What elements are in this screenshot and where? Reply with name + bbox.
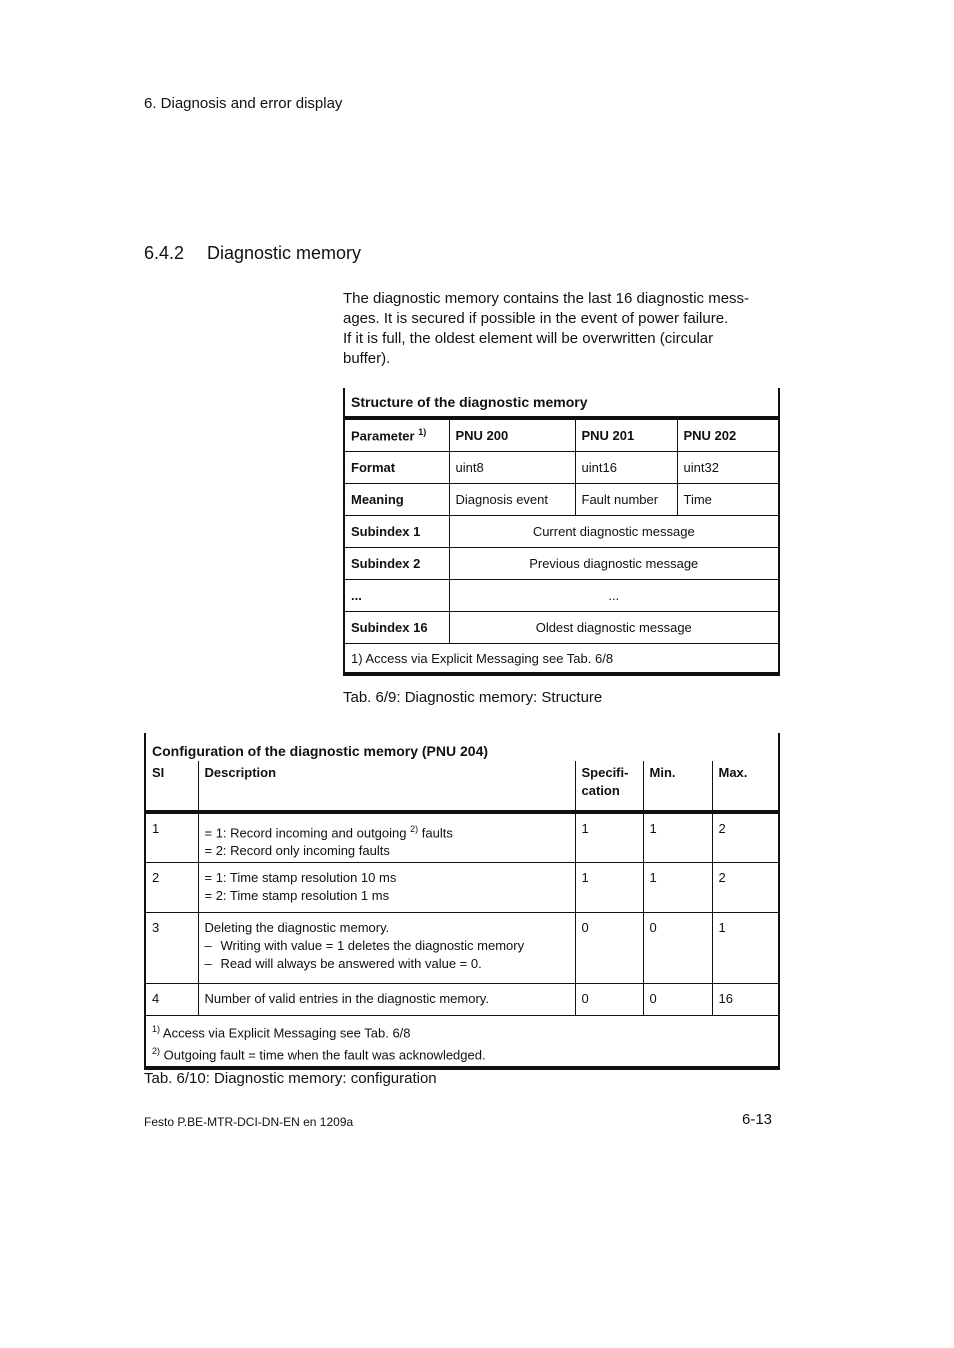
pnu-cell: PNU 202 (677, 418, 779, 452)
si-cell: 2 (145, 862, 198, 912)
subindex-label: Subindex 1 (344, 516, 449, 548)
footnote-ref: 2) (410, 824, 419, 834)
header-max: Max. (712, 761, 779, 812)
meaning-cell: Diagnosis event (449, 484, 575, 516)
subindex-value: Current diagnostic message (449, 516, 779, 548)
section-number: 6.4.2 (144, 243, 185, 263)
spec-cell: 1 (575, 862, 643, 912)
section-name: Diagnostic memory (207, 243, 362, 263)
si-cell: 4 (145, 983, 198, 1015)
format-label: Format (344, 452, 449, 484)
running-header: 6. Diagnosis and error display (144, 95, 343, 112)
pnu-cell: PNU 200 (449, 418, 575, 452)
spec-cell: 0 (575, 912, 643, 983)
intro-line: buffer). (343, 350, 391, 367)
table-title: Structure of the diagnostic memory (344, 388, 779, 418)
min-cell: 1 (643, 862, 712, 912)
max-cell: 16 (712, 983, 779, 1015)
header-min: Min. (643, 761, 712, 812)
subindex-value: Oldest diagnostic message (449, 612, 779, 644)
subindex-label: Subindex 16 (344, 612, 449, 644)
intro-line: The diagnostic memory contains the last 16 diagnostic mess- (343, 290, 750, 307)
min-cell: 0 (643, 912, 712, 983)
footer-doc-id: Festo P.BE-MTR-DCI-DN-EN en 1209a (144, 1115, 354, 1129)
section-title (144, 243, 361, 264)
param-label: Parameter $^{1)}$ (344, 418, 449, 452)
spec-cell: 1 (575, 812, 643, 862)
format-cell: uint32 (677, 452, 779, 484)
si-cell: 3 (145, 912, 198, 983)
format-cell: uint16 (575, 452, 677, 484)
structure-table (343, 388, 780, 676)
intro-line: If it is full, the oldest element will be overwritten (circular (343, 330, 714, 347)
meaning-label: Meaning (344, 484, 449, 516)
spec-cell: 0 (575, 983, 643, 1015)
bullet-item: – Writing with value = 1 deletes the diagnostic memory (205, 937, 569, 955)
header-si: SI (145, 761, 198, 812)
header-description: Description (198, 761, 575, 812)
subindex-value: Previous diagnostic message (449, 548, 779, 580)
subindex-value: ... (449, 580, 779, 612)
format-cell: uint8 (449, 452, 575, 484)
si-cell: 1 (145, 812, 198, 862)
description-cell: = 1: Record incoming and outgoing $^{2)}$ faults = 2: Record only incoming faults (198, 812, 575, 862)
description-cell: Deleting the diagnostic memory. – Writing with value = 1 deletes the diagnostic memory – Read will always be answered with value = 0. (198, 912, 575, 983)
description-cell: Number of valid entries in the diagnostic memory. (198, 983, 575, 1015)
configuration-table (144, 733, 780, 1070)
meaning-cell: Fault number (575, 484, 677, 516)
meaning-cell: Time (677, 484, 779, 516)
table-title: Configuration of the diagnostic memory (PNU 204) (145, 733, 779, 761)
table-footnotes: $^{1)}$ Access via Explicit Messaging see Tab. 6/8 $^{2)}$ Outgoing fault = time when the fault was acknowledged. (145, 1015, 779, 1068)
intro-paragraph (343, 289, 783, 369)
page-number: 6-13 (742, 1111, 773, 1128)
subindex-label: ... (344, 580, 449, 612)
max-cell: 2 (712, 812, 779, 862)
header-specification: Specifi- cation (575, 761, 643, 812)
bullet-item: – Read will always be answered with value = 0. (205, 955, 569, 973)
table-caption: Tab. 6/9: Diagnostic memory: Structure (343, 689, 603, 706)
pnu-cell: PNU 201 (575, 418, 677, 452)
footnote-ref: 1) (418, 427, 427, 438)
table-footnote: 1) Access via Explicit Messaging see Tab. 6/8 (344, 644, 779, 675)
min-cell: 1 (643, 812, 712, 862)
subindex-label: Subindex 2 (344, 548, 449, 580)
intro-line: ages. It is secured if possible in the event of power failure. (343, 310, 729, 327)
min-cell: 0 (643, 983, 712, 1015)
table-caption: Tab. 6/10: Diagnostic memory: configuration (144, 1070, 437, 1087)
description-cell: = 1: Time stamp resolution 10 ms = 2: Time stamp resolution 1 ms (198, 862, 575, 912)
max-cell: 2 (712, 862, 779, 912)
max-cell: 1 (712, 912, 779, 983)
